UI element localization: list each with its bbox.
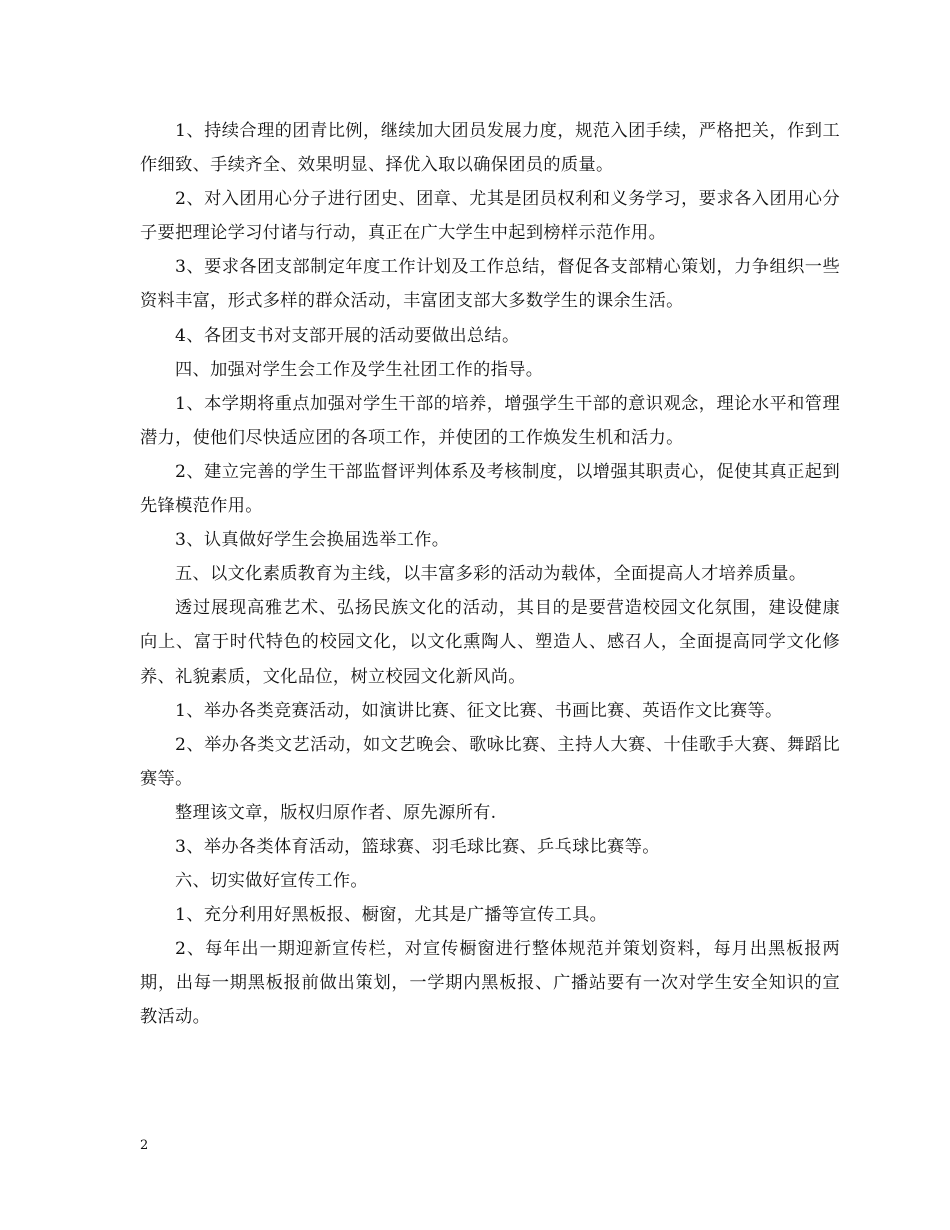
document-body [140, 114, 840, 1035]
paragraph-13: 整理该文章，版权归原作者、原先源所有. [175, 802, 497, 823]
paragraph-11: 1、举办各类竞赛活动，如演讲比赛、征文比赛、书画比赛、英语作文比赛等。 [175, 700, 783, 721]
paragraph-14: 3、举办各类体育活动，篮球赛、羽毛球比赛、乒乓球比赛等。 [175, 836, 660, 857]
section-heading-4: 四、加强对学生会工作及学生社团工作的指导。 [175, 359, 544, 380]
paragraph-3: 3、要求各团支部制定年度工作计划及工作总结，督促各支部精心策划，力争组织一些资料丰富，形式多样的群众活动，丰富团支部大多数学生的课余生活。 [140, 257, 840, 312]
section-heading-5: 五、以文化素质教育为主线，以丰富多彩的活动为载体，全面提高人才培养质量。 [175, 564, 807, 585]
paragraph-1: 1、持续合理的团青比例，继续加大团员发展力度，规范入团手续，严格把关，作到工作细致、手续齐全、效果明显、择优入取以确保团员的质量。 [140, 121, 840, 176]
paragraph-4: 4、各团支书对支部开展的活动要做出总结。 [175, 325, 520, 346]
paragraph-12: 2、举办各类文艺活动，如文艺晚会、歌咏比赛、主持人大赛、十佳歌手大赛、舞蹈比赛等。 [140, 734, 840, 789]
paragraph-7: 2、建立完善的学生干部监督评判体系及考核制度，以增强其职责心，促使其真正起到先锋模范作用。 [140, 461, 840, 517]
paragraph-10: 透过展现高雅艺术、弘扬民族文化的活动，其目的是要营造校园文化氛围，建设健康向上、富于时代特色的校园文化，以文化熏陶人、塑造人、感召人，全面提高同学文化修养、礼貌素质，文化品位，树立校园文化新风尚。 [140, 598, 840, 687]
paragraph-6: 1、本学期将重点加强对学生干部的培养，增强学生干部的意识观念，理论水平和管理潜力，使他们尽快适应团的各项工作，并使团的工作焕发生机和活力。 [140, 393, 840, 448]
page-number: 2 [140, 1138, 149, 1153]
section-heading-6: 六、切实做好宣传工作。 [175, 871, 368, 892]
paragraph-8: 3、认真做好学生会换届选举工作。 [175, 530, 450, 551]
paragraph-2: 2、对入团用心分子进行团史、团章、尤其是团员权利和义务学习，要求各入团用心分子要把理论学习付诸与行动，真正在广大学生中起到榜样示范作用。 [140, 189, 840, 244]
paragraph-17: 2、每年出一期迎新宣传栏，对宣传橱窗进行整体规范并策划资料，每月出黑板报两期，出每一期黑板报前做出策划，一学期内黑板报、广播站要有一次对学生安全知识的宣教活动。 [140, 939, 840, 1028]
paragraph-16: 1、充分利用好黑板报、橱窗，尤其是广播等宣传工具。 [175, 905, 608, 926]
